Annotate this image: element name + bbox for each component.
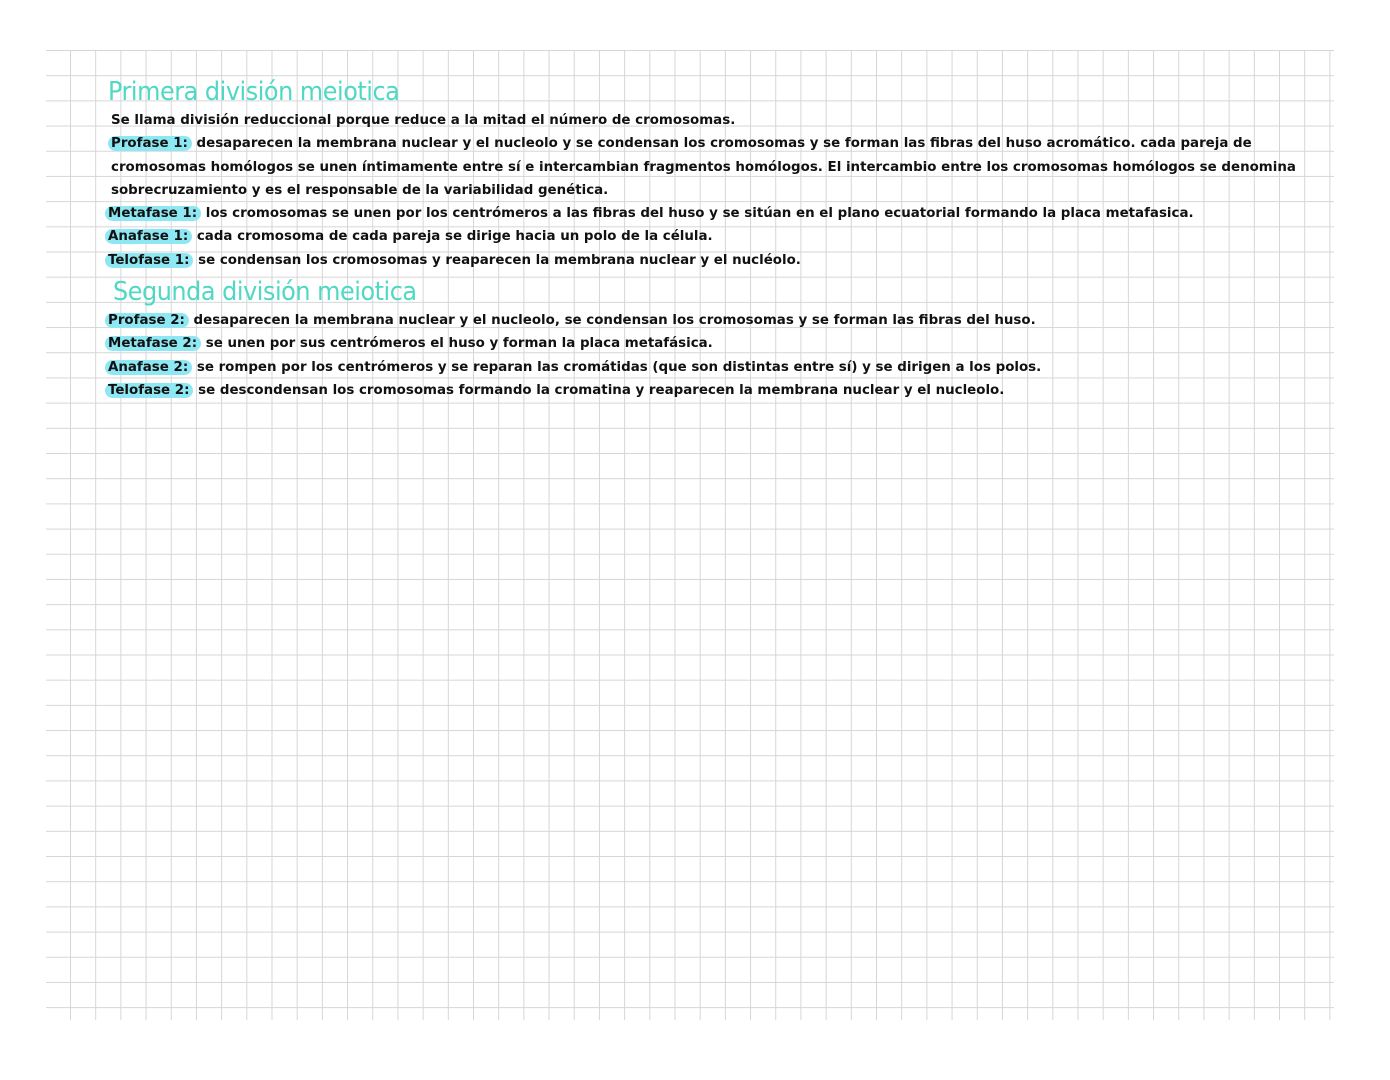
notes-content [108, 76, 1323, 402]
phase-label-highlight: Anafase 1: [105, 229, 192, 244]
phase-text: se descondensan los cromosomas formando la cromatina y reaparecen la membrana nuclear y el nucleolo. [193, 382, 1005, 398]
phase-text: los cromosomas se unen por los centrómeros a las fibras del huso y se sitúan en el plano ecuatorial formando la placa metafasica. [201, 206, 1194, 222]
section1-intro: Se llama división reduccional porque reduce a la mitad el número de cromosomas. [111, 113, 736, 128]
section1-phase-metafase [108, 202, 1323, 225]
phase-label-highlight: Metafase 1: [105, 206, 201, 221]
section2-phase-telofase [108, 379, 1323, 402]
section2-title: Segunda división meiotica [113, 277, 417, 308]
section1-phase-telofase [108, 249, 1323, 272]
section2-phase-metafase [108, 332, 1323, 355]
phase-text: desaparecen la membrana nuclear y el nucleolo y se condensan los cromosomas y se forman las fibras del huso acromático. cada pareja de cromosomas homólogos se unen íntimamente entre sí e intercambian fragmentos homólogos. El intercambio entre los cromosomas homólogos se denomina sobrecruzamiento y es el responsable de la variabilidad genética. [111, 136, 1296, 198]
phase-label-highlight: Profase 2: [105, 313, 189, 328]
phase-text: se rompen por los centrómeros y se reparan las cromátidas (que son distintas entre sí) y se dirigen a los polos. [192, 359, 1042, 375]
phase-label-highlight: Anafase 2: [105, 360, 192, 375]
phase-label-highlight: Profase 1: [108, 136, 192, 151]
section1-phase-profase [108, 132, 1323, 202]
phase-text: se unen por sus centrómeros el huso y forman la placa metafásica. [201, 336, 713, 352]
phase-label-highlight: Metafase 2: [105, 336, 201, 351]
phase-text: cada cromosoma de cada pareja se dirige hacia un polo de la célula. [192, 229, 713, 245]
section2-phase-anafase [108, 356, 1323, 379]
section1-title: Primera división meiotica [108, 77, 400, 107]
phase-label-highlight: Telofase 1: [105, 253, 193, 268]
phase-label-highlight: Telofase 2: [105, 383, 193, 398]
phase-text: se condensan los cromosomas y reaparecen la membrana nuclear y el nucléolo. [193, 252, 801, 268]
section2-phase-profase [108, 309, 1323, 332]
phase-text: desaparecen la membrana nuclear y el nucleolo, se condensan los cromosomas y se forman las fibras del huso. [188, 313, 1036, 329]
section1-phase-anafase [108, 225, 1323, 248]
